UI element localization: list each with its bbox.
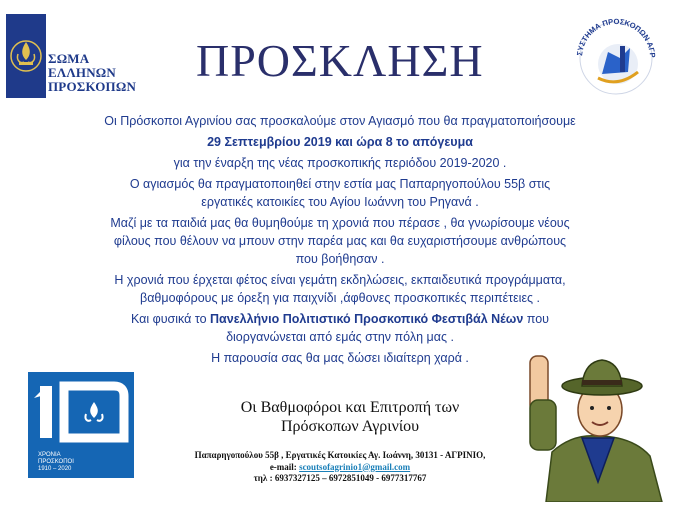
scout-illustration (522, 352, 672, 502)
phone-numbers: τηλ : 6937327125 – 6972851049 - 6977317767 (253, 473, 427, 483)
body-line (60, 289, 620, 307)
scout-salute-icon (522, 352, 672, 502)
contact-info (160, 450, 520, 485)
body-line (60, 328, 620, 346)
ten-years-logo (28, 372, 134, 478)
body-line (60, 232, 620, 250)
ten-years-caption (38, 452, 74, 473)
ten-years-icon (28, 372, 134, 452)
event-date: 29 Σεπτεμβρίου 2019 και ώρα 8 το απόγευμα (207, 135, 473, 149)
caption-line: 1910 – 2020 (38, 466, 72, 472)
body-line (60, 193, 620, 211)
body-line (60, 250, 620, 268)
body-line-text: Η χρονιά που έρχεται φέτος είναι γεμάτη εκδηλώσεις, εκπαιδευτικά προγράμματα, (114, 273, 566, 287)
address: Παπαρηγοπούλου 55β , Εργατικές Κατοικίες Αγ. Ιωάννη, 30131 - ΑΓΡΙΝΙΟ, (194, 450, 486, 460)
email-link[interactable]: scoutsofagrinio1@gmail.com (299, 461, 411, 472)
body-line-text: εργατικές κατοικίες του Αγίου Ιωάννη του Ρηγανά . (201, 195, 479, 209)
org-name (48, 52, 136, 94)
body-line-text: Ο αγιασμός θα πραγματοποιηθεί στην εστία μας Παπαρηγοπούλου 55β στις (129, 177, 551, 191)
org-name-line: ΠΡΟΣΚΟΠΩΝ (48, 79, 137, 94)
caption-line: ΠΡΟΣΚΟΠΟΙ (38, 459, 74, 465)
invitation-body (60, 112, 620, 370)
body-line-text: βαθμοφόρους με όρεξη για παιχνίδι ,άφθονες προσκοπικές περιπέτειες . (140, 291, 540, 305)
org-name-line: ΕΛΛΗΝΩΝ (48, 65, 117, 80)
body-line: Η παρουσία σας θα μας δώσει ιδιαίτερη χαρά . (211, 351, 469, 365)
fleur-de-lis-badge-icon (6, 14, 46, 98)
body-line-text: που βοήθησαν . (295, 252, 385, 266)
body-line: Οι Πρόσκοποι Αγρινίου σας προσκαλούμε στον Αγιασμό που θα πραγματοποιήσουμε (104, 114, 576, 128)
page-title: ΠΡΟΣΚΛΗΣΗ (196, 35, 484, 86)
email-line (160, 462, 520, 474)
body-line-text: διοργανώνεται από εμάς στην πόλη μας . (226, 330, 454, 344)
signature-line: Οι Βαθμοφόροι και Επιτροπή των (240, 399, 460, 416)
body-line-text: Μαζί με τα παιδιά μας θα θυμηθούμε τη χρονιά που πέρασε , θα γνωρίσουμε νέους (110, 216, 570, 230)
body-line (60, 214, 620, 232)
logo-arc-text: ΣΥΣΤΗΜΑ ΠΡΟΣΚΟΠΩΝ ΑΓΡ (575, 16, 658, 58)
body-line (60, 175, 620, 193)
body-line-text: Και φυσικά το (130, 312, 211, 326)
body-line-text: φίλους που θέλουν να μπουν στην παρέα μας και θα ευχαριστήσουμε ανθρώπους (113, 234, 567, 248)
signature-line: Πρόσκοπων Αγρινίου (280, 418, 420, 435)
org-name-line: ΣΩΜΑ (48, 51, 90, 66)
body-line-text: που (523, 312, 550, 326)
body-line (60, 271, 620, 289)
scouts-agrinio-logo (568, 8, 664, 104)
body-line: για την έναρξη της νέας προσκοπικής περιόδου 2019-2020 . (173, 156, 507, 170)
org-logo (6, 14, 137, 104)
signature (190, 398, 510, 436)
caption-line: ΧΡΟΝΙΑ (38, 452, 61, 458)
email-label: e-mail: (269, 461, 300, 472)
body-line (60, 310, 620, 328)
festival-name: Πανελλήνιο Πολιτιστικό Προσκοπικό Φεστιβάλ Νέων (210, 312, 524, 326)
